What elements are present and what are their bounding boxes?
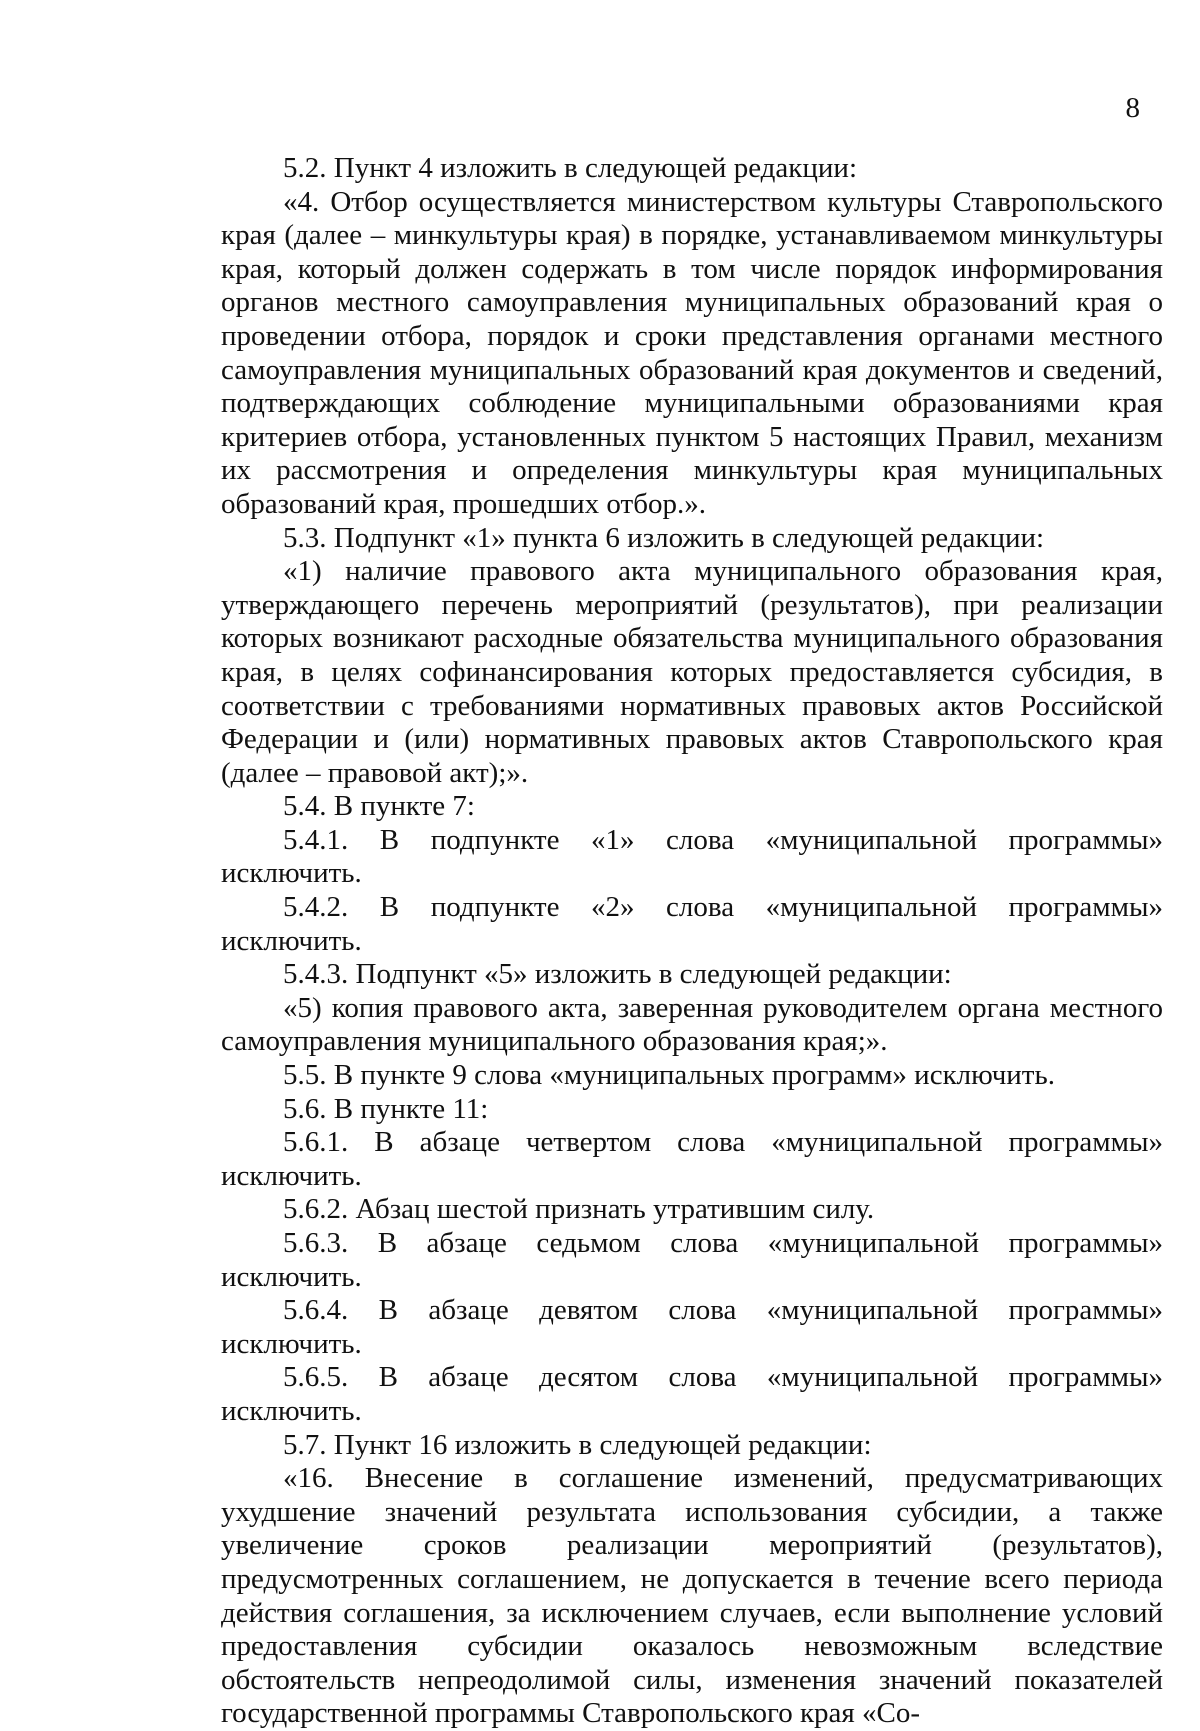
paragraph-5-7: 5.7. Пункт 16 изложить в следующей редакции: (283, 1428, 872, 1461)
paragraph-5-2: 5.2. Пункт 4 изложить в следующей редакции: (283, 152, 858, 184)
paragraph-point-16-text: «16. Внесение в соглашение изменений, предусматривающих ухудшение значений результата использования субсидии, а также увеличение сроков реализации мероприятий (результатов), предусмотренных соглашением, не допускается в течение всего периода действия соглашения, за исключением случаев, если выполнение условий предоставления субсидии оказалось невозможным вследствие обстоятельств непреодолимой силы, изменения значений показателей государственной программы Ставропольского края «Со- (221, 1462, 1163, 1730)
paragraph-subpoint-5-text: «5) копия правового акта, заверенная руководителем органа местного самоуправления муниципального образования края;». (221, 991, 1163, 1058)
paragraph-5-6: 5.6. В пункте 11: (283, 1092, 489, 1125)
paragraph-5-3: 5.3. Подпункт «1» пункта 6 изложить в следующей редакции: (283, 521, 1045, 554)
paragraph-point-4-text: «4. Отбор осуществляется министерством культуры Ставропольского края (далее – минкультуры края) в порядке, устанавливаемом минкультуры края, который должен содержать в том числе порядок информирования органов местного самоуправления муниципальных образований края о проведении отбора, порядок и сроки представления органами местного самоуправления муниципальных образований края документов и сведений, подтверждающих соблюдение муниципальными образованиями края критериев отбора, установленных пунктом 5 настоящих Правил, механизм их рассмотрения и определения минкультуры края муниципальных образований края, прошедших отбор.». (221, 185, 1163, 520)
paragraph-5-6-1: 5.6.1. В абзаце четвертом слова «муниципальной программы» исключить. (221, 1126, 1163, 1192)
paragraph-5-4-1: 5.4.1. В подпункте «1» слова «муниципальной программы» исключить. (221, 823, 1163, 890)
document-body (221, 152, 1163, 1731)
paragraph-5-6-2: 5.6.2. Абзац шестой признать утратившим силу. (283, 1193, 875, 1226)
paragraph-5-6-3: 5.6.3. В абзаце седьмом слова «муниципальной программы» исключить. (221, 1227, 1163, 1293)
paragraph-subpoint-1-text: «1) наличие правового акта муниципального образования края, утверждающего перечень мероприятий (результатов), при реализации которых возникают расходные обязательства муниципального образования края, в целях софинансирования которых предоставляется субсидия, в соответствии с требованиями нормативных правовых актов Российской Федерации и (или) нормативных правовых актов Ставропольского края (далее – правовой акт);». (221, 555, 1163, 789)
paragraph-5-5: 5.5. В пункте 9 слова «муниципальных программ» исключить. (283, 1059, 1055, 1092)
paragraph-5-6-5: 5.6.5. В абзаце десятом слова «муниципальной программы» исключить. (221, 1361, 1163, 1427)
paragraph-5-4-2: 5.4.2. В подпункте «2» слова «муниципальной программы» исключить. (221, 891, 1163, 957)
paragraph-5-6-4: 5.6.4. В абзаце девятом слова «муниципальной программы» исключить. (221, 1294, 1163, 1360)
page-number: 8 (1125, 92, 1140, 124)
paragraph-5-4: 5.4. В пункте 7: (283, 790, 475, 823)
paragraph-5-4-3: 5.4.3. Подпункт «5» изложить в следующей редакции: (283, 958, 952, 991)
